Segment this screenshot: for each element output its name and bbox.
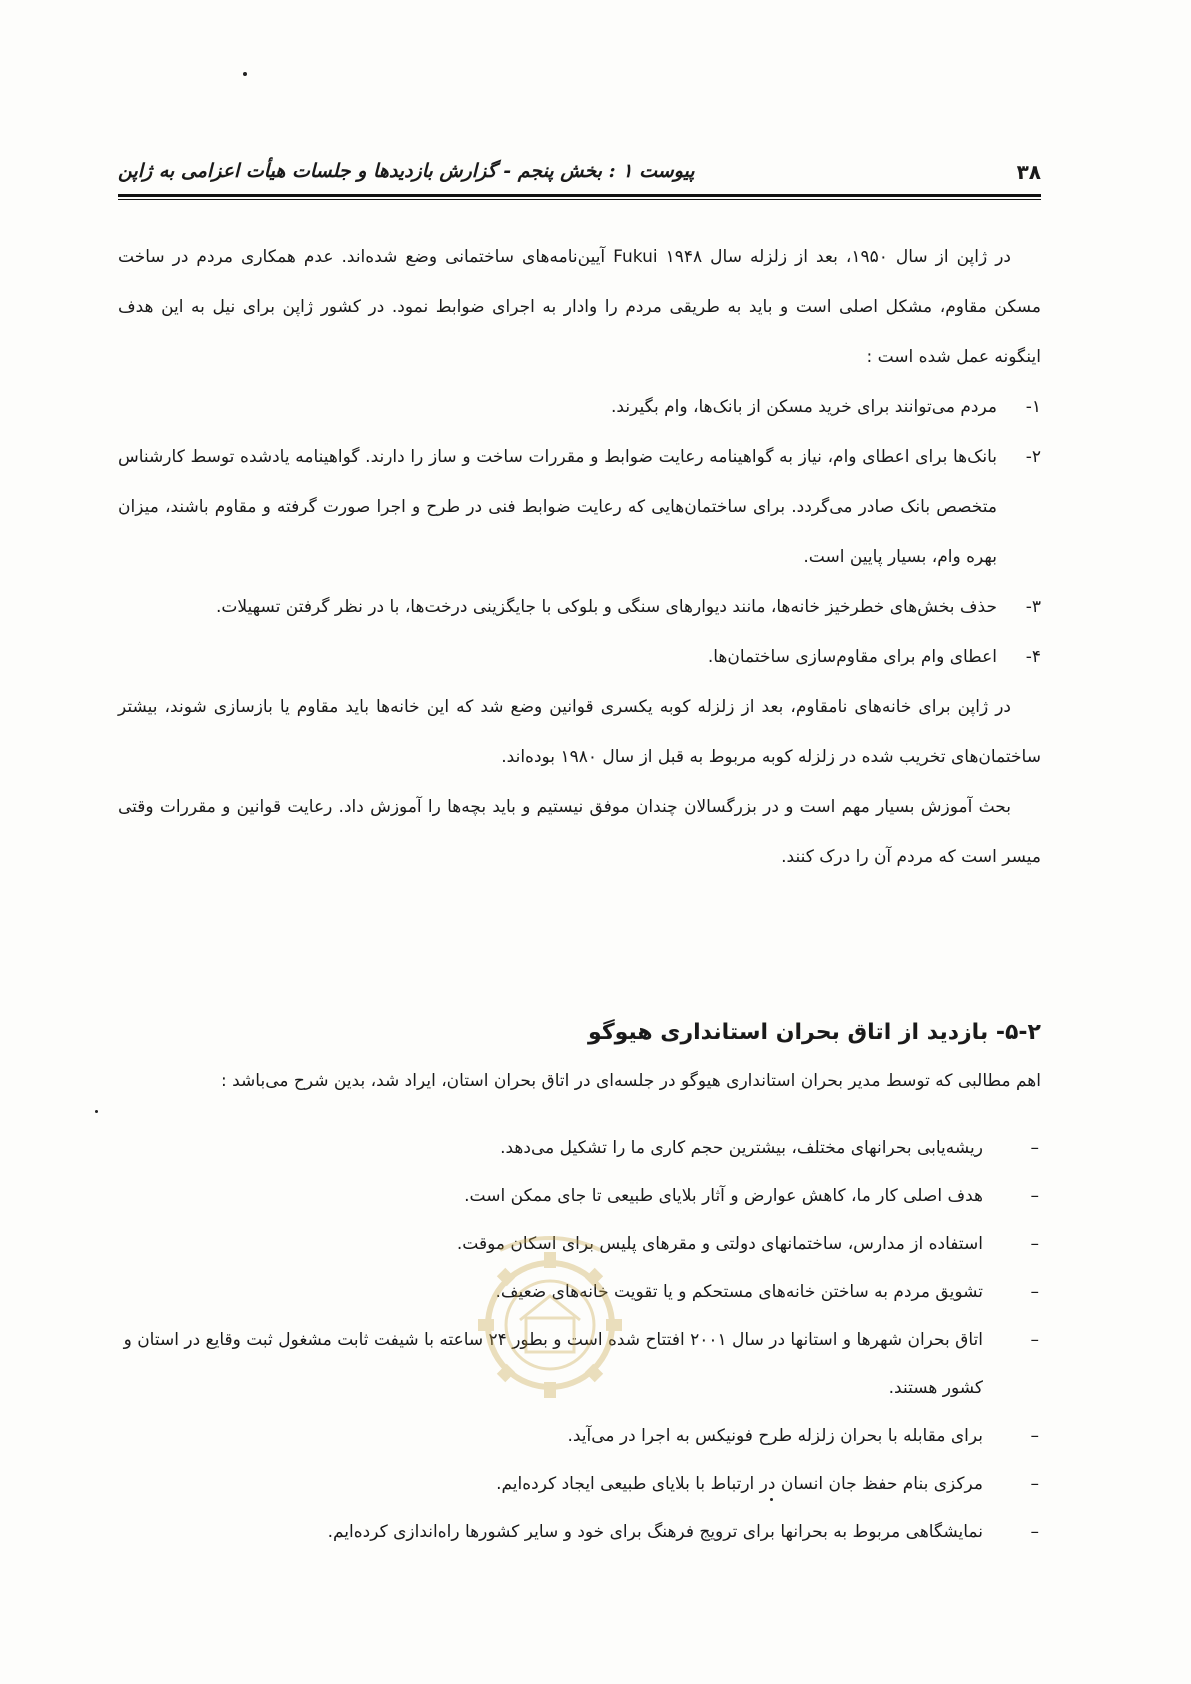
bullet-text: نمایشگاهی مربوط به بحرانها برای ترویج فرهنگ برای خود و سایر کشورها راه‌اندازی کرده‌ایم. (327, 1522, 983, 1542)
bullet-text: تشویق مردم به ساختن خانه‌های مستحکم و یا تقویت خانه‌های ضعیف. (495, 1282, 983, 1302)
scan-speck (243, 72, 247, 76)
page-header (118, 160, 1041, 194)
dash-marker: – (1030, 1426, 1039, 1446)
dash-marker: – (1030, 1138, 1039, 1158)
list-item (118, 1460, 1039, 1508)
list-item (118, 1412, 1039, 1460)
item-text: بانک‌ها برای اعطای وام، نیاز به گواهینامه رعایت ضوابط و مقررات ساخت و ساز را دارند. گواهینامه یادشده توسط کارشناس متخصص بانک صادر می‌گردد. برای ساختمان‌هایی که رعایت ضوابط فنی در طرح و اجرا صورت گرفته و مقاوم باشند، میزان بهره وام، بسیار پایین است. (118, 447, 997, 567)
header-rule-thick (118, 194, 1041, 197)
dash-marker: – (1030, 1330, 1039, 1350)
paragraph-3: بحث آموزش بسیار مهم است و در بزرگسالان چندان موفق نیستیم و باید بچه‌ها را آموزش داد. رعایت قوانین و مقررات وقتی میسر است که مردم آن را درک کنند. (118, 797, 1041, 867)
section-heading: ۵-۲- بازدید از اتاق بحران استانداری هیوگو (588, 1020, 1041, 1045)
dash-marker: – (1030, 1474, 1039, 1494)
page-number: ۳۸ (1016, 160, 1041, 184)
header-rule-thin (118, 199, 1041, 200)
watermark-seal-icon (470, 1230, 630, 1410)
bullet-text: مرکزی بنام حفظ جان انسان در ارتباط با بلایای طبیعی ایجاد کرده‌ایم. (496, 1474, 983, 1494)
running-head: پیوست ۱ : بخش پنجم - گزارش بازدیدها و جلسات هیأت اعزامی به ژاپن (118, 160, 695, 182)
bullet-text: اتاق بحران شهرها و استانها در سال ۲۰۰۱ افتتاح شده است و بطور ۲۴ ساعته با شیفت ثابت مشغول ثبت وقایع در استان و کشور هستند. (123, 1330, 983, 1398)
numbered-item-1 (118, 382, 1041, 432)
list-item (118, 1508, 1039, 1556)
item-text: مردم می‌توانند برای خرید مسکن از بانک‌ها، وام بگیرند. (611, 397, 997, 417)
item-number: ۱- (1025, 397, 1041, 417)
bullet-text: ریشه‌یابی بحرانهای مختلف، بیشترین حجم کاری ما را تشکیل می‌دهد. (500, 1138, 983, 1158)
list-item (118, 1124, 1039, 1172)
scan-speck (95, 1110, 98, 1113)
list-item (118, 1172, 1039, 1220)
bullet-text: استفاده از مدارس، ساختمانهای دولتی و مقرهای پلیس برای اسکان موقت. (456, 1234, 983, 1254)
bullet-text: برای مقابله با بحران زلزله طرح فونیکس به اجرا در می‌آید. (567, 1426, 983, 1446)
item-number: ۲- (1025, 447, 1041, 467)
numbered-item-3 (118, 582, 1041, 632)
item-text: حذف بخش‌های خطرخیز خانه‌ها، مانند دیوارهای سنگی و بلوکی با جایگزینی درخت‌ها، با در نظر گرفتن تسهیلات. (215, 597, 997, 617)
numbered-item-4 (118, 632, 1041, 682)
item-text: اعطای وام برای مقاوم‌سازی ساختمان‌ها. (707, 647, 997, 667)
dash-marker: – (1030, 1282, 1039, 1302)
paragraph-1: در ژاپن از سال ۱۹۵۰، بعد از زلزله سال ۱۹۴۸ Fukui آیین‌نامه‌های ساختمانی وضع شده‌اند. عدم همکاری مردم در ساخت مسکن مقاوم، مشکل اصلی است و باید به طریقی مردم را وادار به اجرای ضوابط نمود. در کشور ژاپن برای نیل به این هدف اینگونه عمل شده است : (118, 247, 1041, 367)
section-intro: اهم مطالبی که توسط مدیر بحران استانداری هیوگو در جلسه‌ای در اتاق بحران استان، ایراد شد، بدین شرح می‌باشد : (220, 1071, 1041, 1091)
bullet-text: هدف اصلی کار ما، کاهش عوارض و آثار بلایای طبیعی تا جای ممکن است. (464, 1186, 983, 1206)
dash-marker: – (1030, 1522, 1039, 1542)
item-number: ۳- (1025, 597, 1041, 617)
numbered-item-2 (118, 432, 1041, 582)
dash-marker: – (1030, 1234, 1039, 1254)
item-number: ۴- (1025, 647, 1041, 667)
paragraph-2: در ژاپن برای خانه‌های نامقاوم، بعد از زلزله کوبه یکسری قوانین وضع شد که این خانه‌ها باید مقاوم یا بازسازی شوند، بیشتر ساختمان‌های تخریب شده در زلزله کوبه مربوط به قبل از سال ۱۹۸۰ بوده‌اند. (118, 697, 1041, 767)
body-text (118, 232, 1041, 882)
dash-marker: – (1030, 1186, 1039, 1206)
